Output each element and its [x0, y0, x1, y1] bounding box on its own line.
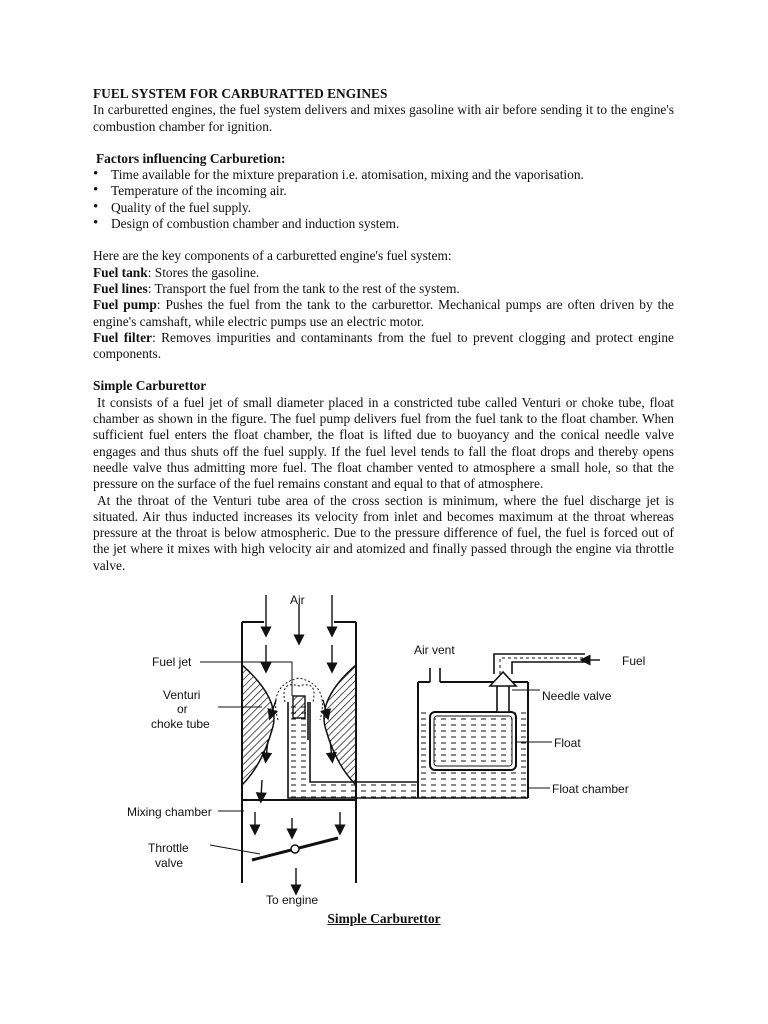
component-desc: : Stores the gasoline.: [147, 264, 260, 280]
float-chamber: [418, 668, 528, 798]
label-venturi-or: or: [177, 702, 188, 716]
component-fuel-filter: [93, 330, 674, 363]
label-to-engine: To engine: [266, 893, 319, 907]
label-needle-valve: Needle valve: [542, 689, 612, 703]
label-air: Air: [290, 593, 305, 607]
list-item: • Time available for the mixture preparation i.e. atomisation, mixing and the vaporisation.: [93, 167, 674, 183]
component-fuel-pump: [93, 297, 674, 330]
label-float: Float: [554, 736, 581, 750]
venturi-left: [242, 665, 274, 785]
label-venturi: Venturi: [163, 688, 201, 702]
component-desc: : Transport the fuel from the tank to the rest of the system.: [147, 280, 460, 296]
figure-caption: Simple Carburettor: [327, 911, 441, 926]
component-term: Fuel pump: [93, 297, 157, 313]
carburettor-diagram: [0, 590, 768, 930]
carburettor-paragraph-2: At the throat of the Venturi tube area of the cross section is minimum, where the fuel discharge jet is situated. Air thus inducted increases its velocity from inlet and becomes maximum at the throat whereas pressure at the throat is below atmospheric. Due to the pressure difference of fuel, the fuel is forced out of the jet where it mixes with high velocity air and atomized and finally passed through the engine via throttle valve.: [93, 492, 674, 573]
venturi-right: [324, 665, 356, 785]
label-float-chamber: Float chamber: [552, 782, 629, 796]
component-term: Fuel tank: [93, 264, 148, 280]
component-fuel-lines: [93, 281, 674, 297]
factors-heading: Factors influencing Carburetion:: [96, 150, 286, 166]
label-throttle-valve: valve: [155, 856, 184, 870]
list-item: • Design of combustion chamber and induction system.: [93, 216, 674, 232]
fuel-inlet: [494, 654, 585, 674]
intro-paragraph: In carburetted engines, the fuel system delivers and mixes gasoline with air before sending it to the engine's combustion chamber for ignition.: [93, 102, 674, 134]
component-desc: : Removes impurities and contaminants from the fuel to prevent clogging and protect engine components.: [93, 329, 674, 362]
factors-list: [93, 167, 674, 232]
fuel-jet: [276, 678, 323, 720]
label-fuel-jet: Fuel jet: [152, 655, 192, 669]
label-air-vent: Air vent: [414, 643, 455, 657]
component-fuel-tank: [93, 265, 674, 281]
component-desc: : Pushes the fuel from the tank to the carburettor. Mechanical pumps are often driven by the engine's camshaft, while electric pumps use an electric motor.: [93, 297, 674, 329]
carburettor-paragraph-1: It consists of a fuel jet of small diameter placed in a constricted tube called Venturi or choke tube, float chamber as shown in the figure. The fuel pump delivers fuel from the fuel tank to the float chamber. When sufficient fuel enters the float chamber, the float is lifted due to buoyancy and the conical needle valve engages and thus shuts off the fuel supply. If the fuel level tends to fall the float drops and thereby opens needle valve thus admitting more fuel. The float chamber vented to atmosphere a small hole, so that the pressure on the surface of the fuel remains constant and equal to that of atmosphere.: [93, 394, 674, 492]
component-term: Fuel lines: [93, 280, 148, 296]
list-item: • Quality of the fuel supply.: [93, 200, 674, 216]
throttle-valve: [252, 838, 338, 860]
simple-carburettor-heading: Simple Carburettor: [93, 378, 207, 394]
component-term: Fuel filter: [93, 329, 152, 345]
label-fuel: Fuel: [622, 654, 646, 668]
components-intro: Here are the key components of a carburetted engine's fuel system:: [93, 248, 452, 264]
needle-valve: [490, 672, 516, 712]
label-throttle: Throttle: [148, 841, 189, 855]
document-body: [93, 86, 674, 574]
list-item: • Temperature of the incoming air.: [93, 183, 674, 199]
document-title: FUEL SYSTEM FOR CARBURATTED ENGINES: [93, 86, 388, 101]
label-mixing-chamber: Mixing chamber: [127, 805, 212, 819]
label-choke-tube: choke tube: [151, 717, 210, 731]
